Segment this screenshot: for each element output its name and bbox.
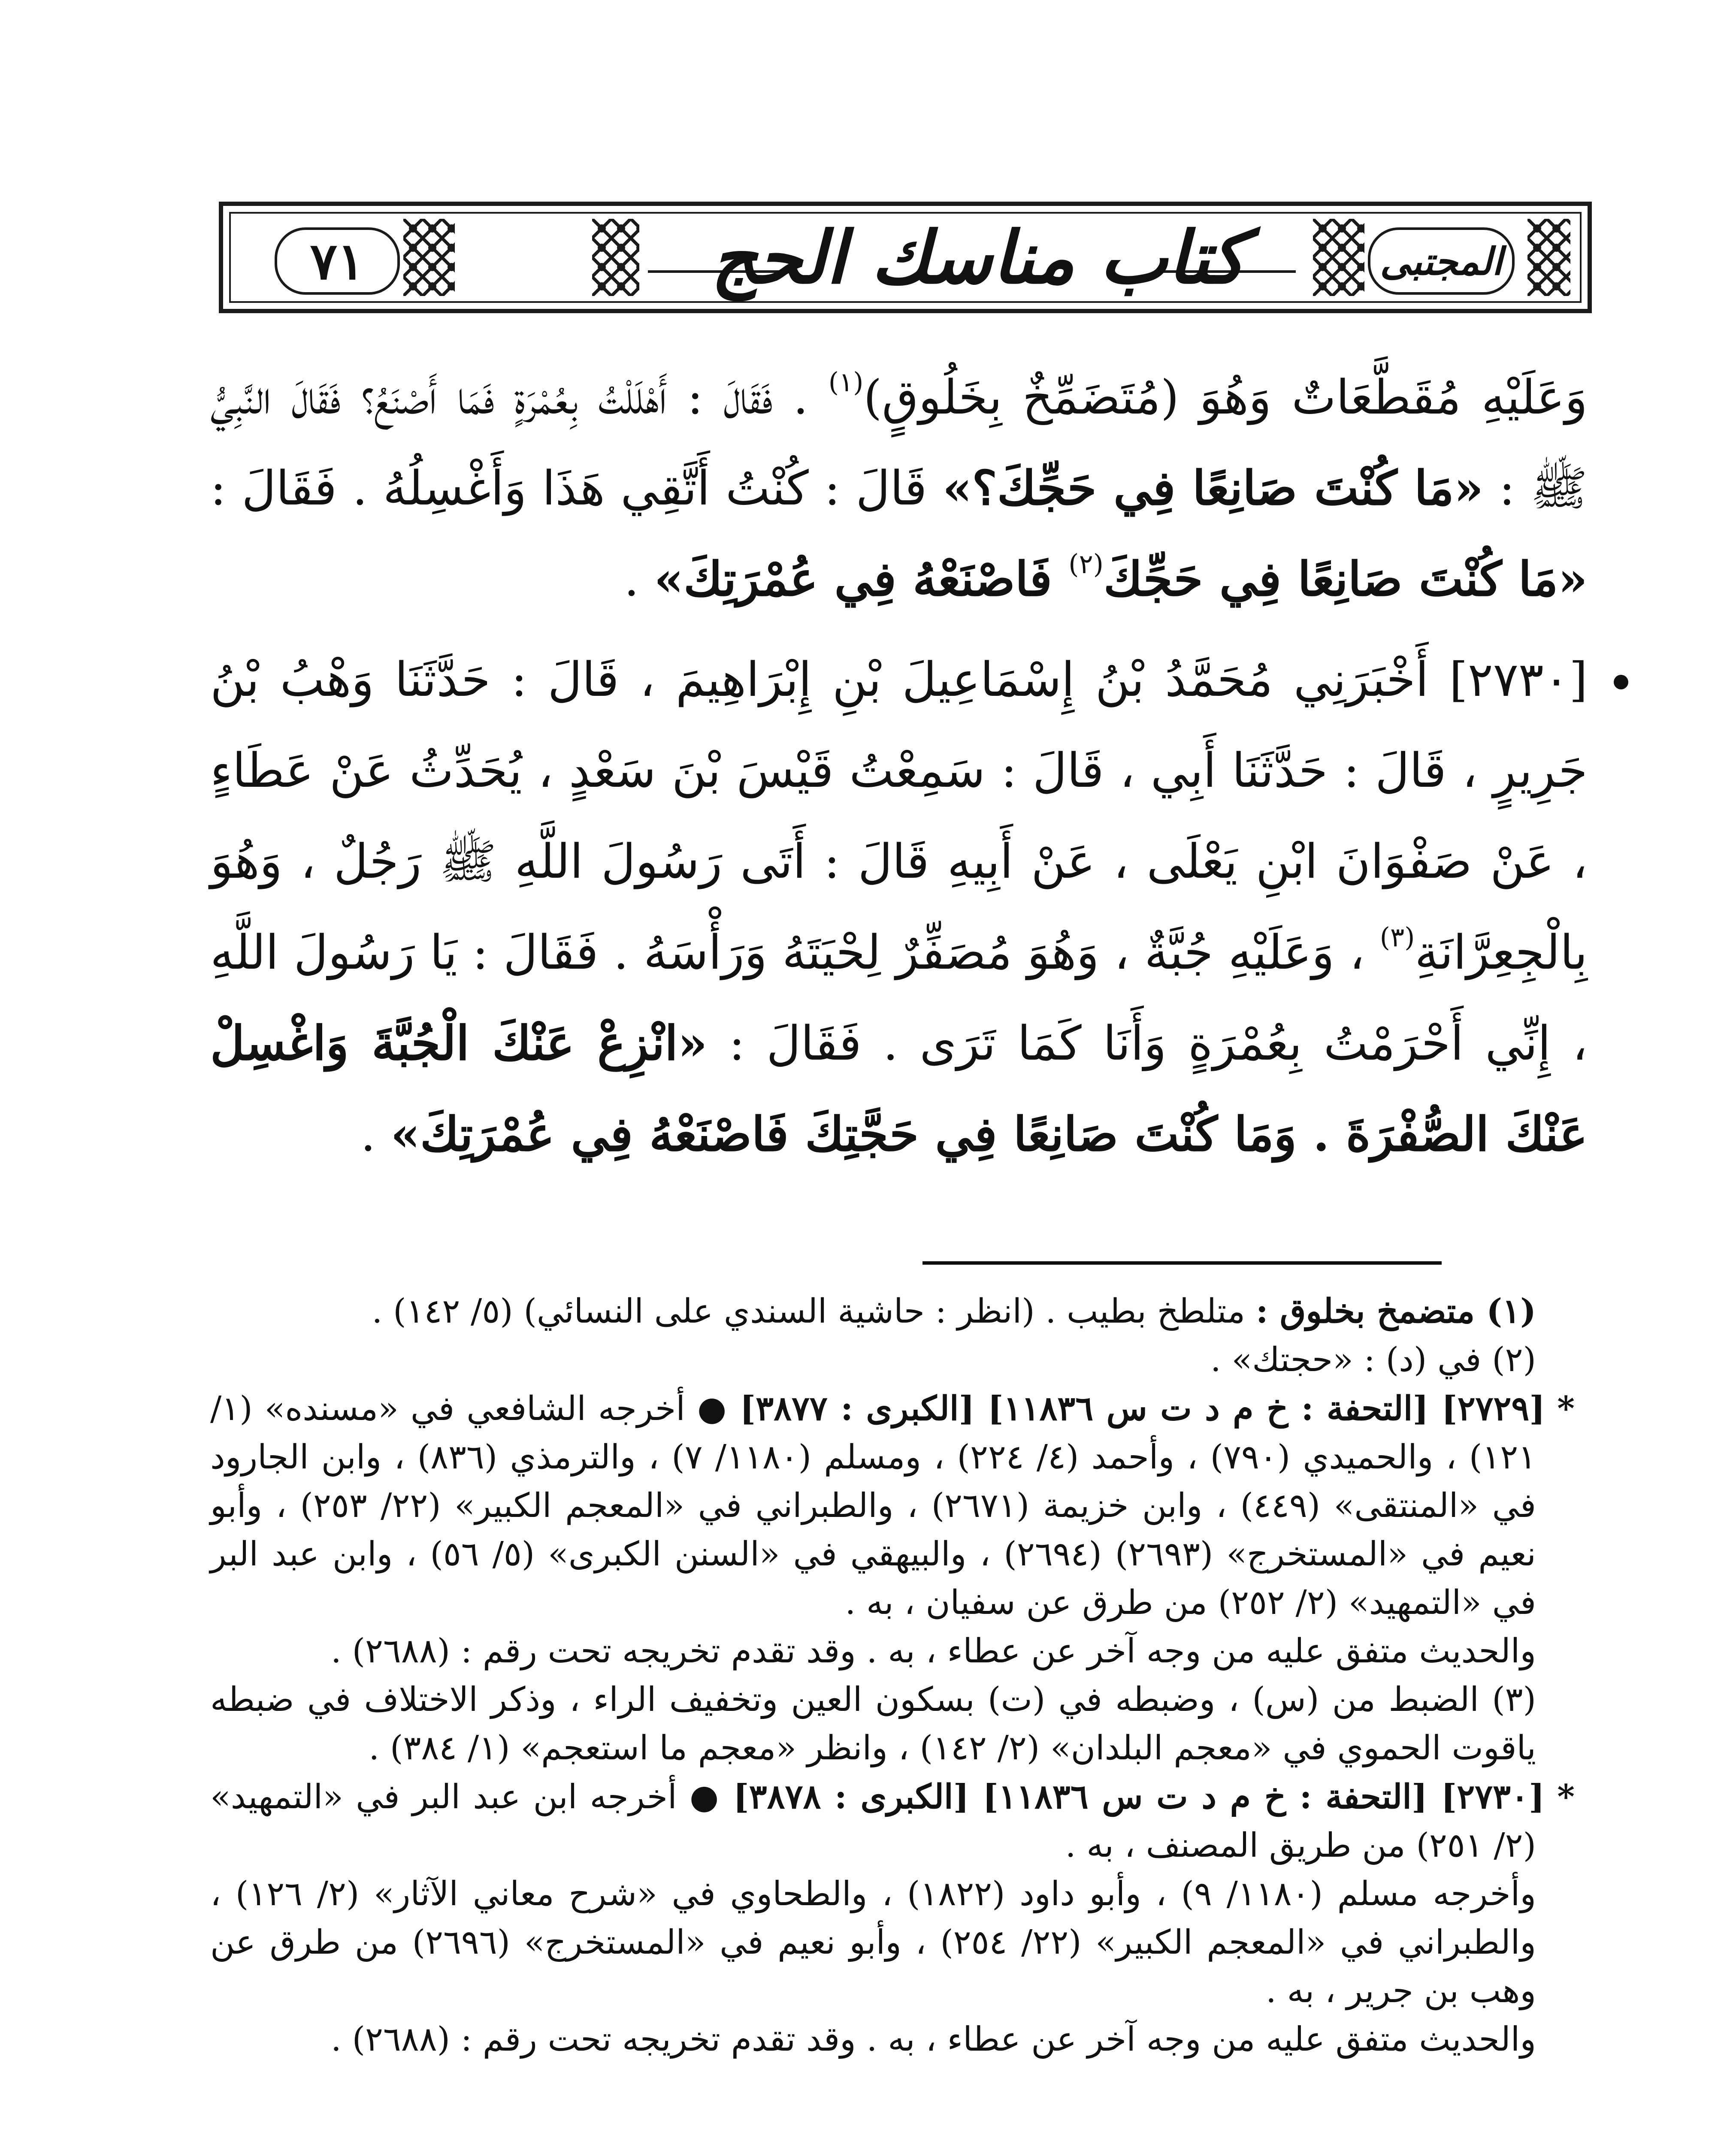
text-run: . فَقَالَ : أَهْلَلْتُ بِعُمْرَةٍ فَمَا أَصْنَعُ؟ فَقَالَ النَّبِيُّ ﷺ : — [210, 370, 1588, 516]
collection-cartouche — [1368, 227, 1515, 295]
footnote-text: متلطخ بطيب . (انظر : حاشية السندي على النسائي) (٥/ ١٤٢) . — [372, 1292, 1256, 1331]
takhrij-2729-note: والحديث متفق عليه من وجه آخر عن عطاء ، به . وقد تقدم تخريجه تحت رقم : (٢٦٨٨) . — [330, 1632, 1536, 1671]
collection-title: المجتبى — [1380, 239, 1503, 284]
main-text — [210, 352, 1588, 1180]
ornament-pattern-icon — [403, 219, 455, 296]
bullet-icon: ● — [697, 1389, 728, 1428]
footnote-2: (٢) في (د) : «حجتك» . — [1210, 1341, 1536, 1379]
footnote-divider — [922, 1261, 1442, 1265]
takhrij-2729 — [210, 1384, 1575, 1627]
page-number: ٧١ — [310, 231, 365, 291]
takhrij-2730 — [210, 1773, 1575, 1870]
hadith-2729-continuation — [210, 352, 1588, 625]
ornament-pattern-icon — [1313, 219, 1364, 296]
prophet-saying: «انْزِعْ عَنْكَ الْجُبَّةَ وَاغْسِلْ عَنْكَ الصُّفْرَةَ . وَمَا كُنْتَ صَانِعًا فِي حَجَّتِكَ فَاصْنَعْهُ فِي عُمْرَتِكَ» — [210, 1015, 1588, 1162]
text-run: أَخْبَرَنِي مُحَمَّدُ بْنُ إِسْمَاعِيلَ بْنِ إِبْرَاهِيمَ ، قَالَ : حَدَّثَنَا وَهْبُ بْنُ جَرِيرٍ ، قَالَ : حَدَّثَنَا أَبِي ، قَالَ : سَمِعْتُ قَيْسَ بْنَ سَعْدٍ ، يُحَدِّثُ عَنْ عَطَاءٍ ، عَنْ صَفْوَانَ ابْنِ يَعْلَى ، عَنْ أَبِيهِ قَالَ : أَتَى رَسُولَ اللَّهِ ﷺ رَجُلٌ ، وَهُوَ بِالْجِعِرَّانَةِ — [210, 652, 1588, 980]
text-run: ، وَعَلَيْهِ جُبَّةٌ ، وَهُوَ مُصَفِّرٌ لِحْيَتَهُ وَرَأْسَهُ . فَقَالَ : يَا رَسُولَ اللَّهِ ، إِنِّي أَحْرَمْتُ بِعُمْرَةٍ وَأَنَا كَمَا تَرَى . فَقَالَ : — [210, 925, 1588, 1071]
prophet-saying: فَاصْنَعْهُ فِي عُمْرَتِكَ» — [654, 551, 1069, 607]
takhrij-2730-note: والحديث متفق عليه من وجه آخر عن عطاء ، به . وقد تقدم تخريجه تحت رقم : (٢٦٨٨) . — [330, 2020, 1536, 2059]
footnote-marker: (١) — [828, 366, 864, 398]
page-number-cartouche — [275, 227, 400, 295]
ornament-pattern-icon — [592, 219, 639, 296]
prophet-saying: «مَا كُنْتَ صَانِعًا فِي حَجِّكَ؟» — [942, 460, 1484, 516]
asterisk-icon: * — [1557, 1389, 1575, 1428]
footnotes — [210, 1287, 1575, 2064]
takhrij-text: أخرجه الشافعي في «مسنده» (١/ ١٢١) ، والحميدي (٧٩٠) ، وأحمد (٤/ ٢٢٤) ، ومسلم (١١٨٠/ ٧) ، والترمذي (٨٣٦) ، وابن الجارود في «المنتقى» (٤٤٩) ، وابن خزيمة (٢٦٧١) ، والطبراني في «المعجم الكبير» (٢٢/ ٢٥٣) ، وأبو نعيم في «المستخرج» (٢٦٩٣) (٢٦٩٤) ، والبيهقي في «السنن الكبرى» (٥/ ٥٦) ، وابن عبد البر في «التمهيد» (٢/ ٢٥٢) من طرق عن سفيان ، به . — [210, 1390, 1536, 1622]
footnote-3: (٣) الضبط من (س) ، وضبطه في (ت) بسكون العين وتخفيف الراء ، وذكر الاختلاف في ضبطه ياقوت الحموي في «معجم البلدان» (٢/ ١٤٢) ، وانظر «معجم ما استعجم» (١/ ٣٨٤) . — [210, 1680, 1536, 1767]
footnote-label: (١) متضمخ بخلوق : — [1255, 1292, 1536, 1331]
text-run: وَعَلَيْهِ مُقَطَّعَاتٌ وَهُوَ (مُتَضَمِّخٌ بِخَلُوقٍ) — [863, 370, 1588, 425]
ornament-pattern-icon — [1527, 219, 1570, 296]
takhrij-2730-more: وأخرجه مسلم (١١٨٠/ ٩) ، وأبو داود (١٨٢٢) ، والطحاوي في «شرح معاني الآثار» (٢/ ١٢٦) ، والطبراني في «المعجم الكبير» (٢٢/ ٢٥٤) ، وأبو نعيم في «المستخرج» (٢٦٩٦) من طرق عن وهب بن جرير ، به . — [210, 1875, 1536, 2010]
hadith-number: [٢٧٣٠] — [1449, 652, 1588, 707]
text-run: . — [624, 552, 654, 607]
book-title: كتاب مناسك الحج — [711, 215, 1246, 300]
footnote-marker: (٣) — [1379, 921, 1415, 953]
bullet-icon: ● — [689, 1777, 721, 1816]
text-run: قَالَ : كُنْتُ أَتَّقِي هَذَا وَأَغْسِلُهُ . فَقَالَ : — [210, 461, 943, 516]
footnote-1 — [210, 1287, 1575, 1336]
takhrij-text: أخرجه ابن عبد البر في «التمهيد» (٢/ ٢٥١) من طريق المصنف ، به . — [210, 1778, 1536, 1865]
page-header — [219, 202, 1592, 313]
footnote-marker: (٢) — [1068, 548, 1104, 580]
text-run: . — [360, 1107, 391, 1162]
prophet-saying: «مَا كُنْتَ صَانِعًا فِي حَجِّكَ — [1103, 551, 1588, 607]
bullet-dot-icon — [1614, 675, 1628, 689]
asterisk-icon: * — [1557, 1777, 1575, 1816]
hadith-2730 — [210, 634, 1588, 1180]
takhrij-ref: [٢٧٣٠] [التحفة : خ م د ت س ١١٨٣٦] [الكبرى : ٣٨٧٨] — [733, 1777, 1545, 1816]
takhrij-ref: [٢٧٢٩] [التحفة : خ م د ت س ١١٨٣٦] [الكبرى : ٣٨٧٧] — [740, 1389, 1545, 1428]
